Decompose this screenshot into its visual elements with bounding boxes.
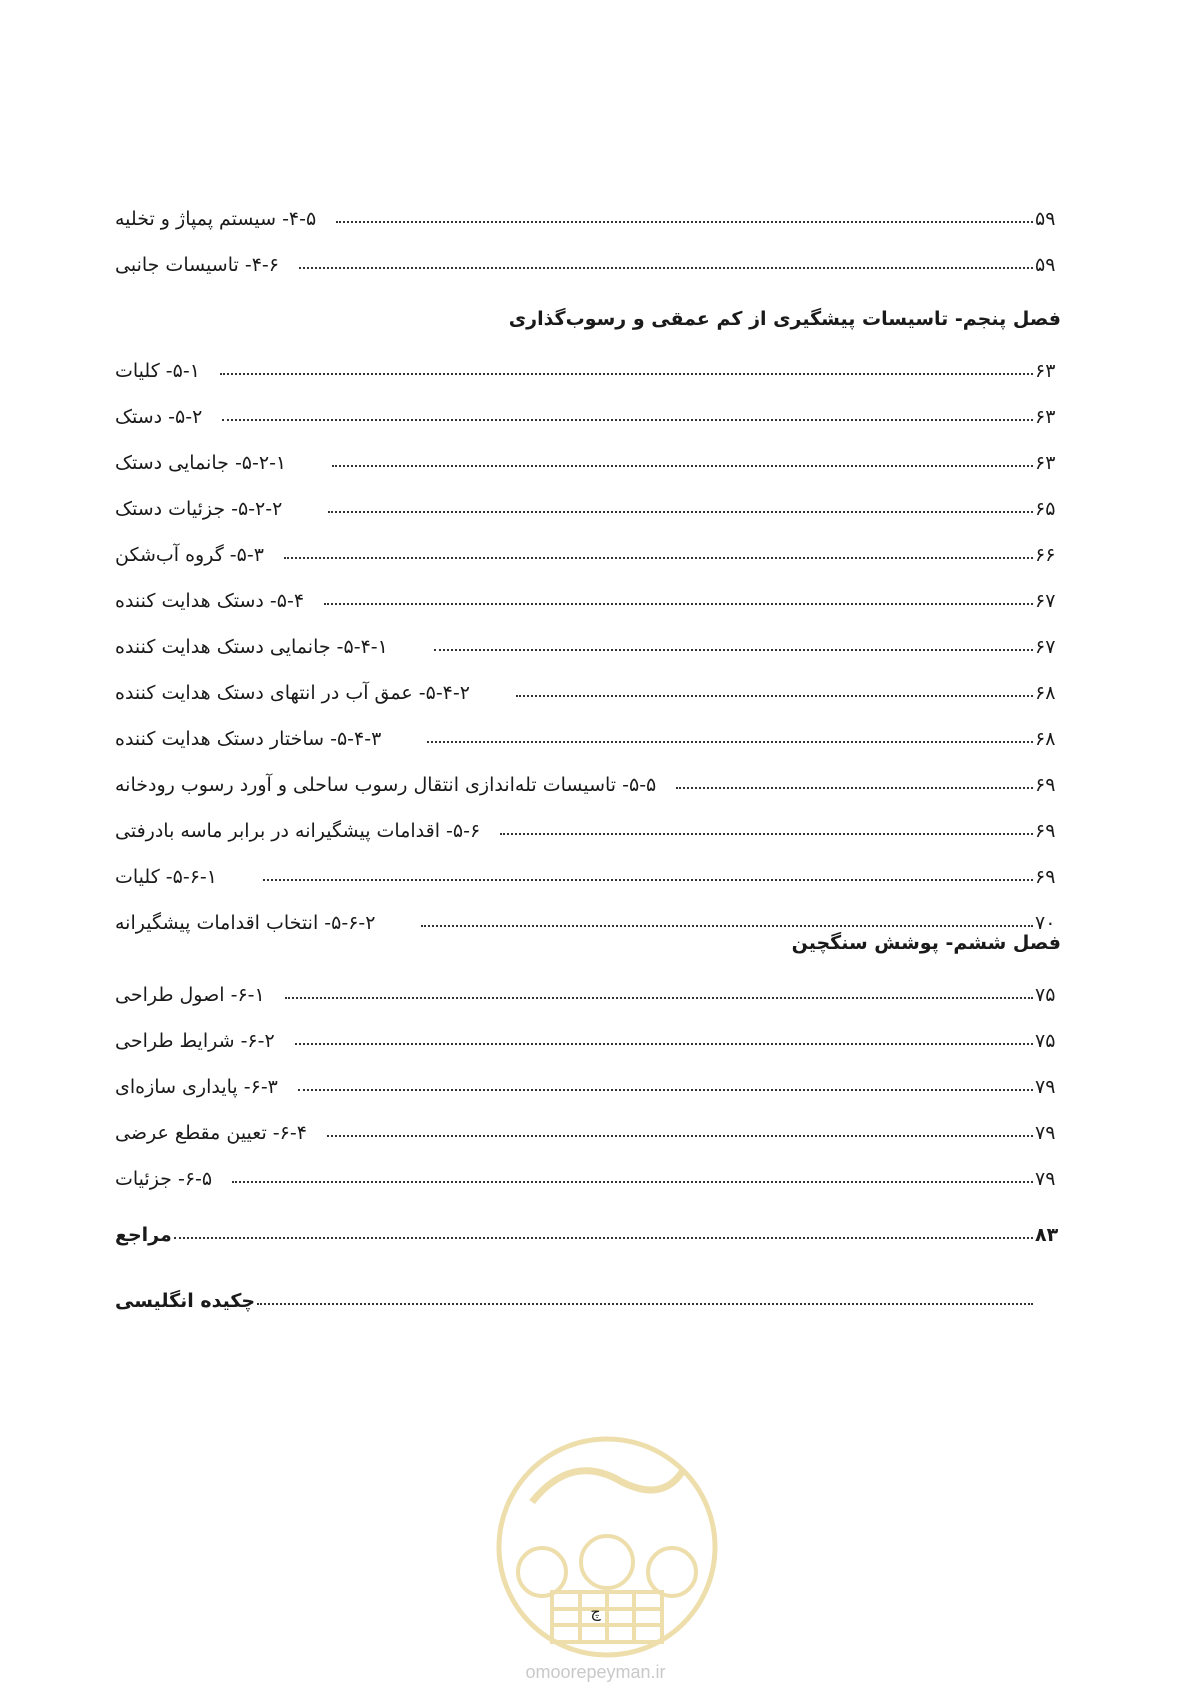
toc-entry-title xyxy=(115,1122,307,1144)
toc-entry-title xyxy=(115,544,264,566)
dot-leader xyxy=(434,649,1033,651)
toc-entry-text: تاسیسات جانبی xyxy=(115,254,239,276)
toc-entry-title xyxy=(115,820,480,842)
toc-entry-number: ۵-۴-۱- xyxy=(336,636,388,658)
toc-entry-text: کلیات xyxy=(115,866,160,888)
toc-entry-number: ۶-۲- xyxy=(240,1030,275,1052)
toc-entry-number: ۵-۴- xyxy=(269,590,305,612)
dot-leader xyxy=(328,511,1033,513)
dot-leader xyxy=(421,925,1033,927)
toc-entry[interactable] xyxy=(115,624,1061,658)
toc-entry-title: چکیده انگلیسی xyxy=(115,1290,256,1312)
dot-leader xyxy=(299,267,1033,269)
toc-entry[interactable] xyxy=(115,440,1061,474)
toc-page-number: ۸۳ xyxy=(1035,1224,1059,1246)
dot-leader xyxy=(298,1089,1033,1091)
toc-page-number: ۷۹ xyxy=(1035,1168,1056,1190)
toc-entry-text: انتخاب اقدامات پیشگیرانه xyxy=(115,912,319,934)
toc-entry[interactable] xyxy=(115,348,1061,382)
toc-entry-title xyxy=(115,1168,212,1190)
toc-entry-title: مراجع xyxy=(115,1224,172,1246)
toc-entry[interactable] xyxy=(115,1156,1061,1190)
toc-entry-number: ۶-۳- xyxy=(243,1076,278,1098)
dot-leader xyxy=(257,1303,1033,1305)
toc-page-number: ۶۳ xyxy=(1035,360,1056,382)
toc-page-number: ۷۰ xyxy=(1035,912,1056,934)
toc-entry-title xyxy=(115,774,656,796)
chapter-heading[interactable]: فصل ششم- پوشش سنگچین xyxy=(791,932,1061,954)
chapter-heading[interactable]: فصل پنجم- تاسیسات پیشگیری از کم عمقی و رسوب‌گذاری xyxy=(508,308,1061,330)
dot-leader xyxy=(324,603,1033,605)
dot-leader xyxy=(332,465,1033,467)
toc-entry-text: اصول طراحی xyxy=(115,984,225,1006)
toc-page-number: ۵۹ xyxy=(1035,254,1056,276)
toc-page-number: ۷۹ xyxy=(1035,1122,1056,1144)
toc-entry-title xyxy=(115,728,381,750)
watermark-logo xyxy=(492,1432,722,1662)
toc-entry-title xyxy=(115,984,265,1006)
toc-page-number: ۷۵ xyxy=(1035,1030,1056,1052)
toc-entry[interactable] xyxy=(115,1110,1061,1144)
toc-entry-text: جزئیات دستک xyxy=(115,498,226,520)
toc-entry-text: سیستم پمپاژ و تخلیه xyxy=(115,208,277,230)
toc-entry-title xyxy=(115,498,282,520)
toc-page-number: ۶۸ xyxy=(1035,682,1056,704)
dot-leader xyxy=(263,879,1033,881)
toc-entry-title xyxy=(115,254,279,276)
toc-entry-text: دستک هدایت کننده xyxy=(115,590,264,612)
toc-page-number: ۶۵ xyxy=(1035,498,1056,520)
dot-leader xyxy=(327,1135,1033,1137)
toc-entry[interactable] xyxy=(115,486,1061,520)
toc-entry[interactable] xyxy=(115,1018,1061,1052)
toc-entry-number: ۶-۵- xyxy=(177,1168,213,1190)
toc-entry-title xyxy=(115,590,304,612)
toc-entry[interactable] xyxy=(115,854,1061,888)
toc-page-number: ۶۷ xyxy=(1035,636,1056,658)
toc-entry[interactable] xyxy=(115,578,1061,612)
dot-leader xyxy=(222,419,1033,421)
toc-entry-text: عمق آب در انتهای دستک هدایت کننده xyxy=(115,682,413,704)
toc-entry-number: ۵-۳- xyxy=(229,544,264,566)
toc-entry[interactable] xyxy=(115,1064,1061,1098)
toc-entry-title xyxy=(115,406,202,428)
toc-entry-number: ۵-۱- xyxy=(165,360,200,382)
toc-entry-text: ساختار دستک هدایت کننده xyxy=(115,728,325,750)
toc-entry-number: ۵-۵- xyxy=(622,774,657,796)
toc-page-number: ۷۹ xyxy=(1035,1076,1056,1098)
toc-entry-text: جزئیات xyxy=(115,1168,172,1190)
toc-entry-number: ۵-۶-۲- xyxy=(324,912,376,934)
toc-entry-number: ۴-۶- xyxy=(244,254,279,276)
toc-entry-title xyxy=(115,682,470,704)
toc-page-number: ۶۹ xyxy=(1035,774,1056,796)
dot-leader xyxy=(516,695,1033,697)
toc-entry[interactable] xyxy=(115,394,1061,428)
toc-entry-title xyxy=(115,866,217,888)
page-number: چ xyxy=(590,1602,601,1621)
dot-leader xyxy=(676,787,1033,789)
dot-leader xyxy=(336,221,1033,223)
toc-entry-number: ۵-۶-۱- xyxy=(165,866,217,888)
toc-entry[interactable] xyxy=(115,762,1061,796)
toc-entry-text: اقدامات پیشگیرانه در برابر ماسه بادرفتی xyxy=(115,820,440,842)
watermark-site: omoorepeyman.ir xyxy=(525,1662,666,1682)
toc-entry-number: ۶-۱- xyxy=(230,984,265,1006)
toc-entry-number: ۴-۵- xyxy=(282,208,317,230)
toc-entry-text: گروه آب‌شکن xyxy=(115,544,224,566)
toc-page-number: ۶۹ xyxy=(1035,820,1056,842)
toc-entry[interactable] xyxy=(115,900,1061,934)
dot-leader xyxy=(174,1237,1033,1239)
toc-entry-title xyxy=(115,1030,275,1052)
toc-entry[interactable] xyxy=(115,972,1061,1006)
toc-entry-text: کلیات xyxy=(115,360,160,382)
toc-entry-text: پایداری سازه‌ای xyxy=(115,1076,238,1098)
toc-entry[interactable] xyxy=(115,196,1061,230)
toc-entry-number: ۵-۲- xyxy=(168,406,203,428)
toc-entry-title xyxy=(115,1076,278,1098)
toc-page-number: ۶۶ xyxy=(1035,544,1056,566)
toc-entry-number: ۵-۲-۲- xyxy=(231,498,283,520)
toc-entry-title xyxy=(115,208,316,230)
toc-entry[interactable] xyxy=(115,716,1061,750)
toc-entry[interactable] xyxy=(115,808,1061,842)
dot-leader xyxy=(427,741,1033,743)
toc-entry-number: ۵-۲-۱- xyxy=(234,452,287,474)
toc-entry-title xyxy=(115,452,286,474)
toc-entry[interactable] xyxy=(115,242,1061,276)
toc-entry[interactable] xyxy=(115,1278,1061,1312)
toc-entry-number: ۵-۴-۳- xyxy=(330,728,382,750)
toc-entry-text: تاسیسات تله‌اندازی انتقال رسوب ساحلی و آورد رسوب رودخانه xyxy=(115,774,617,796)
dot-leader xyxy=(232,1181,1033,1183)
toc-entry-text: جانمایی دستک هدایت کننده xyxy=(115,636,331,658)
toc-entry-number: ۵-۶- xyxy=(446,820,481,842)
dot-leader xyxy=(284,557,1033,559)
toc-page-number: ۷۵ xyxy=(1035,984,1056,1006)
dot-leader xyxy=(220,373,1033,375)
toc-page-number: ۵۹ xyxy=(1035,208,1056,230)
toc-entry-number: ۵-۴-۲- xyxy=(418,682,470,704)
toc-entry-text: دستک xyxy=(115,406,163,428)
toc-page-number: ۶۳ xyxy=(1035,406,1056,428)
toc-page-number: ۶۸ xyxy=(1035,728,1056,750)
toc-page-number: ۶۹ xyxy=(1035,866,1056,888)
toc-entry[interactable] xyxy=(115,1212,1061,1246)
dot-leader xyxy=(500,833,1033,835)
toc-entry-text: جانمایی دستک xyxy=(115,452,229,474)
toc-entry[interactable] xyxy=(115,532,1061,566)
toc-page-number: ۶۳ xyxy=(1035,452,1056,474)
toc-entry-title xyxy=(115,360,200,382)
toc-entry-title xyxy=(115,912,375,934)
dot-leader xyxy=(285,997,1033,999)
toc-entry-text: تعیین مقطع عرضی xyxy=(115,1122,267,1144)
toc-page-number: ۶۷ xyxy=(1035,590,1056,612)
toc-entry-title xyxy=(115,636,388,658)
dot-leader xyxy=(295,1043,1033,1045)
toc-entry[interactable] xyxy=(115,670,1061,704)
toc-entry-number: ۶-۴- xyxy=(272,1122,307,1144)
toc-entry-text: شرایط طراحی xyxy=(115,1030,235,1052)
